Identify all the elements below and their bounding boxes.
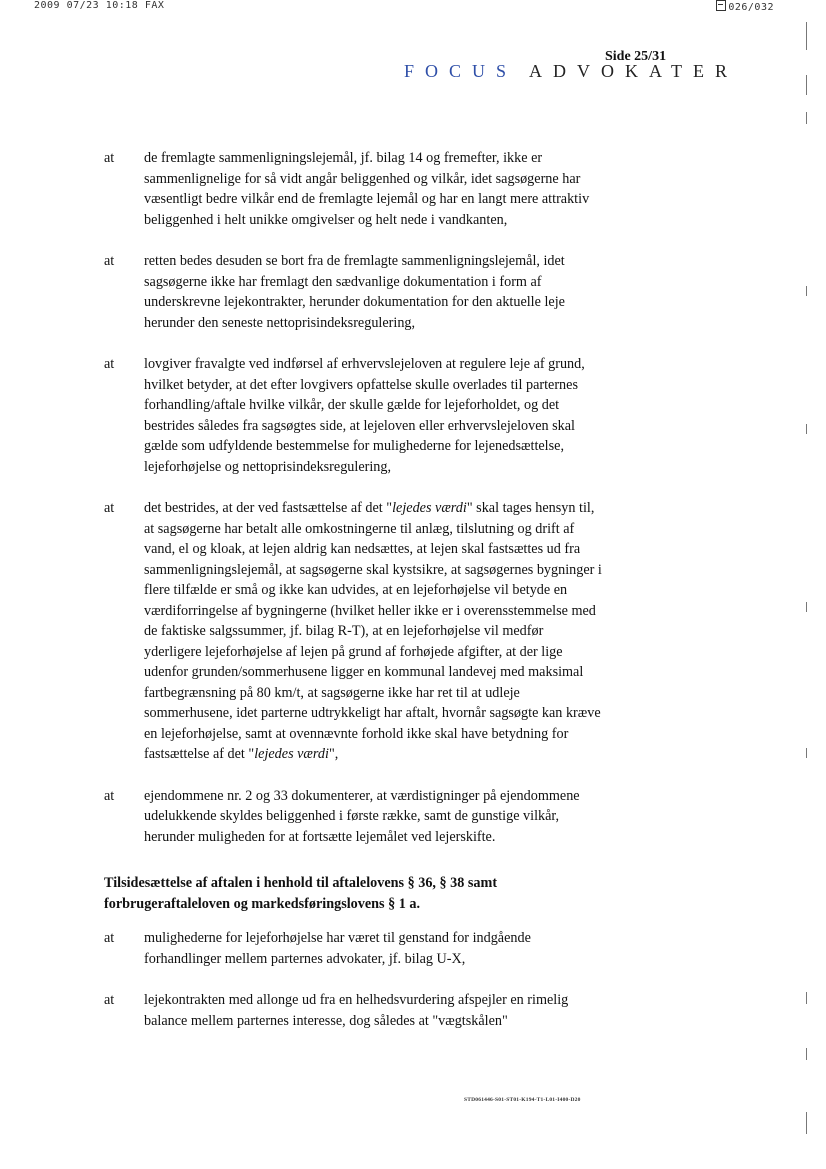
- item-lead: at: [104, 787, 115, 804]
- fax-icon: [716, 0, 726, 11]
- item-lead: at: [104, 930, 115, 946]
- list-item: [104, 148, 604, 230]
- scan-edge-marks: [806, 0, 808, 1169]
- item-lead: at: [104, 150, 115, 166]
- item-lead: at: [104, 992, 115, 1008]
- item-lead: at: [104, 253, 115, 269]
- item-text: lejekontrakten med allonge ud fra en helhedsvurdering afspejler en rimelig balance mellem parternes interesse, dog således at "vægtskålen": [144, 992, 569, 1029]
- item-text: lovgiver fravalgte ved indførsel af erhvervslejeloven at regulere leje af grund, hvilket betyder, at det efter lovgivers opfattelse skulle overlades til parternes forhandling/aftale hvilke vilkår, der skulle gælde for lejeforholdet, og det bestrides således fra sagsøgtes side, at lejeloven eller erhvervslejeloven skal gælde som udfyldende bestemmelse for mulighederne for lejenedsættelse, lejeforhøjelse og nettoprisindeksregulering,: [144, 356, 585, 475]
- letterhead-logo: [404, 61, 738, 82]
- item-text: mulighederne for lejeforhøjelse har været til genstand for indgående forhandlinger mellem parternes advokater, jf. bilag U-X,: [144, 930, 531, 967]
- page-number: Side 25/31: [605, 49, 667, 64]
- fax-page-number: 026/032: [728, 2, 774, 13]
- item-text-part: " skal tages hensyn til, at sagsøgerne har betalt alle omkostningerne til anlæg, tilslutning og drift af vand, el og kloak, at lejen aldrig kan nedsættes, at lejen skal fastsættes ud fra sammenligningslejemål, at sagsøgerne skal kystsikre, at sagsøgernes bygninger i flere tilfælde er små og ikke kan udvides, at en lejeforhøjelse vil betyde en værdiforringelse af bygningerne (hvilket heller ikke er i overensstemmelse med de faktiske salgssummer, jf. bilag R-T), at en lejeforhøjelse vil medfør yderligere lejeforhøjelse af lejen på grund af forhøjede afgifter, at der lige udenfor grunden/sommerhusene ligger en kommunal landevej med maksimal fartbegrænsning på 80 km/t, at sagsøgerne ikke har ret til at udleje sommerhusene, idet parterne udtrykkeligt har aftalt, hvornår sagsøgte kan kræve en lejeforhøjelse, samt at ovennævnte forhold ikke skal have betydning for fastsættelse af det ": [144, 500, 602, 762]
- list-item: [104, 786, 604, 848]
- item-lead: at: [104, 500, 115, 516]
- emphasis-term: lejedes værdi: [254, 746, 329, 762]
- document-footer-code: STD061446-S01-ST01-K194-T1-L01-I400-D20: [464, 1097, 581, 1103]
- list-item: [104, 251, 604, 333]
- item-text: [144, 498, 604, 765]
- item-text-part: ",: [328, 746, 339, 762]
- fax-page-counter: [716, 0, 774, 13]
- list-item: [104, 928, 604, 969]
- item-text-part: det bestrides, at der ved fastsættelse af det ": [144, 500, 393, 516]
- section-heading: Tilsidesættelse af aftalen i henhold til aftalelovens § 36, § 38 samt forbrugeraftaleloven og markedsføringslovens § 1 a.: [104, 875, 498, 912]
- list-item: [104, 354, 604, 477]
- fax-timestamp: 2009 07/23 10:18 FAX: [34, 0, 165, 11]
- item-text: de fremlagte sammenligningslejemål, jf. bilag 14 og fremefter, ikke er sammenlignelige for så vidt angår beliggenhed og vilkår, idet sagsøgerne har væsentligt bedre vilkår end de fremlagte lejemål og har en langt mere attraktiv beliggenhed i helt unikke omgivelser og helt nede i vandkanten,: [144, 150, 590, 228]
- document-body: [104, 148, 604, 1052]
- list-item: [104, 990, 604, 1031]
- brand-advokater: ADVOKATER: [529, 61, 739, 81]
- item-text: retten bedes desuden se bort fra de fremlagte sammenligningslejemål, idet sagsøgerne ikke har fremlagt den sædvanlige dokumentation i form af underskrevne lejekontrakter, herunder dokumentation for den aktuelle leje herunder den seneste nettoprisindeksregulering,: [144, 253, 565, 331]
- item-text: ejendommene nr. 2 og 33 dokumenterer, at værdistigninger på ejendommene udelukkende skyldes beliggenhed i første række, samt de gunstige vilkår, herunder muligheden for at fortsætte lejemålet ved lejerskifte.: [144, 787, 580, 845]
- item-lead: at: [104, 356, 115, 372]
- brand-focus: FOCUS: [404, 61, 518, 81]
- list-item: [104, 498, 604, 765]
- fax-header: [0, 0, 826, 14]
- emphasis-term: lejedes værdi: [392, 500, 467, 516]
